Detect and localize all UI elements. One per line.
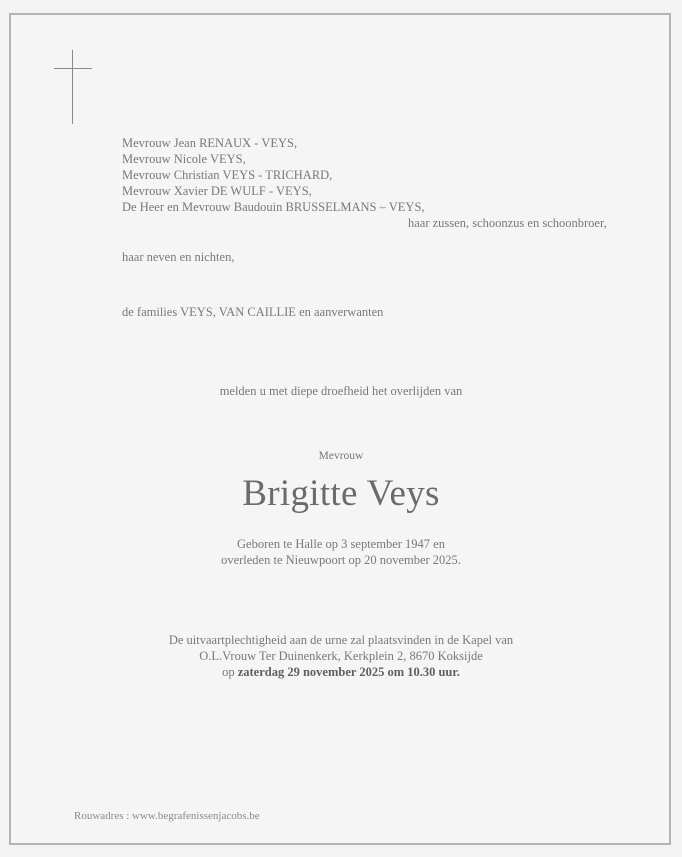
family-member-1: Mevrouw Jean RENAUX - VEYS, <box>122 136 298 150</box>
death-line: overleden te Nieuwpoort op 20 november 2025. <box>221 553 461 567</box>
ceremony-line-3 <box>0 664 682 681</box>
siblings-caption: haar zussen, schoonzus en schoonbroer, <box>408 216 607 230</box>
family-member-2: Mevrouw Nicole VEYS, <box>122 152 246 166</box>
card-frame <box>9 13 671 845</box>
title-mevrouw: Mevrouw <box>318 450 364 462</box>
ceremony-line-1: De uitvaartplechtigheid aan de urne zal plaatsvinden in de Kapel van <box>168 633 514 647</box>
cross-icon-bar <box>54 68 92 69</box>
birth-line: Geboren te Halle op 3 september 1947 en <box>237 537 445 551</box>
ceremony-prefix: op <box>222 665 235 679</box>
families-line: de families VEYS, VAN CAILLIE en aanverwanten <box>122 305 384 319</box>
nephews-nieces: haar neven en nichten, <box>122 250 235 264</box>
footer-address: Rouwadres : www.begrafenissenjacobs.be <box>74 810 260 822</box>
ceremony-datetime: zaterdag 29 november 2025 om 10.30 uur. <box>237 665 460 679</box>
family-member-4: Mevrouw Xavier DE WULF - VEYS, <box>122 184 312 198</box>
family-member-3: Mevrouw Christian VEYS - TRICHARD, <box>122 168 333 182</box>
family-member-5: De Heer en Mevrouw Baudouin BRUSSELMANS – VEYS, <box>122 200 425 214</box>
deceased-name: Brigitte Veys <box>242 473 440 514</box>
ceremony-line-2: O.L.Vrouw Ter Duinenkerk, Kerkplein 2, 8670 Koksijde <box>199 649 483 663</box>
cross-icon <box>72 50 73 124</box>
announcement-text: melden u met diepe droefheid het overlijden van <box>219 384 463 398</box>
